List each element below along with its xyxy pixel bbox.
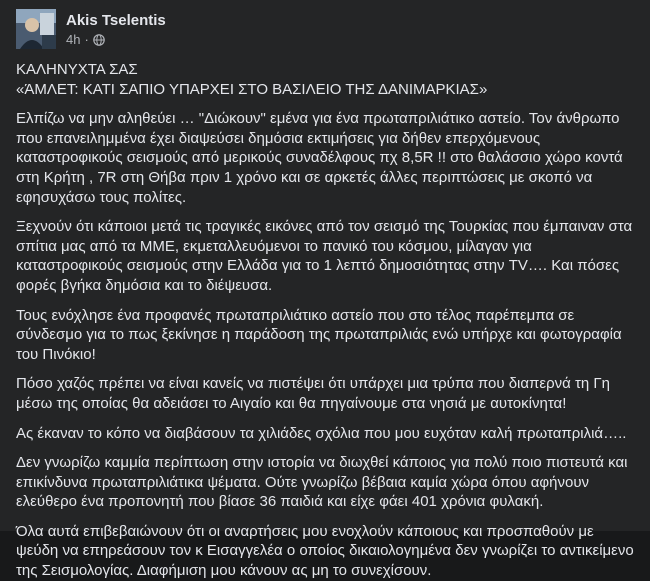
post-subline bbox=[66, 31, 166, 48]
post-paragraph: Ξεχνούν ότι κάποιοι μετά τις τραγικές εικόνες από τον σεισμό της Τουρκίας που έμπαιναν στα σπίτια μας από τα ΜΜΕ, εκμεταλλευόμενοι το πανικό του κόσμου, μίλαγαν για καταστροφικούς σεισμούς στην Ελλάδα για το 1 λεπτό δημοσιότητας στην TV…. Και πόσες φορές βγήκα δημόσια και το διέψευσα. bbox=[16, 218, 633, 294]
post-headline: «ΆΜΛΕΤ: ΚΑΤΙ ΣΑΠΙΟ ΥΠΑΡΧΕΙ ΣΤΟ ΒΑΣΙΛΕΙΟ ΤΗΣ ΔΑΝΙΜΑΡΚΙΑΣ» bbox=[16, 80, 488, 98]
post-timestamp[interactable]: 4h bbox=[66, 31, 81, 47]
post-meta bbox=[66, 11, 166, 48]
separator-dot: · bbox=[84, 31, 89, 47]
post-paragraph: Ας έκαναν το κόπο να διαβάσουν τα χιλιάδες σχόλια που μου ευχόταν καλή πρωταπριλιά….. bbox=[16, 424, 627, 442]
globe-icon[interactable] bbox=[93, 33, 105, 45]
post-paragraph: Ελπίζω να μην αληθεύει … "Διώκουν" εμένα για ένα πρωταπριλιάτικο αστείο. Τον άνθρωπο που επανειλημμένα έχει διαψεύσει δημόσια εκτιμήσεις για δήθεν επερχόμενους καταστροφικούς σεισμούς από μερικούς συναδέλφους πχ 8,5R !! στο θαλάσσιο χώρο κοντά στη Κρήτη , 7R στη Θήβα πριν 1 χρόνο και σε αρκετές άλλες περιπτώσεις με σκοπό να εφησυχάσω τους πολίτες. bbox=[16, 110, 623, 206]
post-body bbox=[16, 60, 640, 581]
profile-photo-icon bbox=[16, 9, 56, 49]
post-paragraph: Πόσο χαζός πρέπει να είναι κανείς να πιστέψει ότι υπάρχει μια τρύπα που διαπερνά τη Γη μέσω της οποίας θα αδειάσει το Αιγαίο και θα πηγαίνουμε στα νησιά με αυτοκίνητα! bbox=[16, 375, 611, 412]
post-paragraph: Όλα αυτά επιβεβαιώνουν ότι οι αναρτήσεις μου ενοχλούν κάποιους και προσπαθούν με ψεύδη να επηρεάσουν τον κ Εισαγγελέα ο οποίος δικαιολογημένα δεν γνωρίζει το αντικείμενο της Σεισμολογίας. Διαφήμιση μου κάνουν ας μη το συνεχίσουν. bbox=[16, 522, 634, 580]
post-paragraph: Δεν γνωρίζω καμμία περίπτωση στην ιστορία να διωχθεί κάποιος για πολύ ποιο πιστευτά και επικίνδυνα πρωταπριλιάτικα ψέματα. Ούτε γνωρίζω βέβαια καμία χώρα όπου αφήνουν ελεύθερο ένα προπονητή που βίασε 36 παιδιά και είχε φάει 401 χρόνια φυλακή. bbox=[16, 454, 628, 511]
post-header bbox=[16, 0, 640, 54]
author-name[interactable]: Akis Tselentis bbox=[66, 11, 166, 29]
avatar[interactable] bbox=[16, 9, 56, 49]
post-greeting: ΚΑΛΗΝΥΧΤΑ ΣΑΣ bbox=[16, 61, 138, 78]
post-paragraph: Τους ενόχλησε ένα προφανές πρωταπριλιάτικο αστείο που στο τέλος παρέπεμπα σε σύνδεσμο για το πως ξεκίνησε η παράδοση της πρωταπριλιάς ενώ υπήρχε και φωτογραφία του Πινόκιο! bbox=[16, 306, 622, 363]
